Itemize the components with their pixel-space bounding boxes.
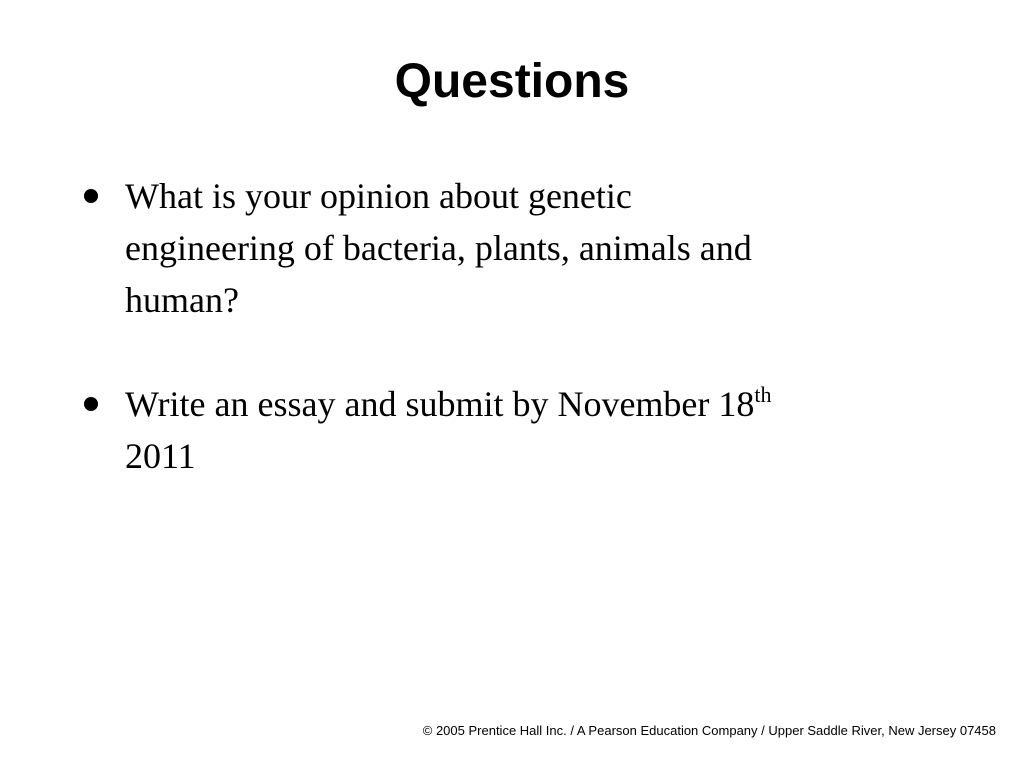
- bullet-line: [125, 378, 944, 430]
- bullet-icon: [84, 189, 98, 203]
- bullet-line: 2011: [125, 436, 196, 476]
- bullet-item-opinion: [84, 170, 944, 326]
- copyright-footer: © 2005 Prentice Hall Inc. / A Pearson Education Company / Upper Saddle River, New Jersey 07458: [422, 723, 996, 738]
- bullet-text: Write an essay and submit by November 18: [125, 384, 755, 424]
- superscript: th: [754, 382, 772, 407]
- bullet-line: What is your opinion about genetic: [125, 176, 632, 216]
- bullet-line: engineering of bacteria, plants, animals and: [125, 228, 752, 268]
- slide-title: Questions: [394, 55, 630, 108]
- bullet-item-essay: [84, 378, 944, 482]
- bullet-list: [84, 170, 944, 482]
- bullet-line: human?: [125, 280, 239, 320]
- bullet-icon: [84, 397, 98, 411]
